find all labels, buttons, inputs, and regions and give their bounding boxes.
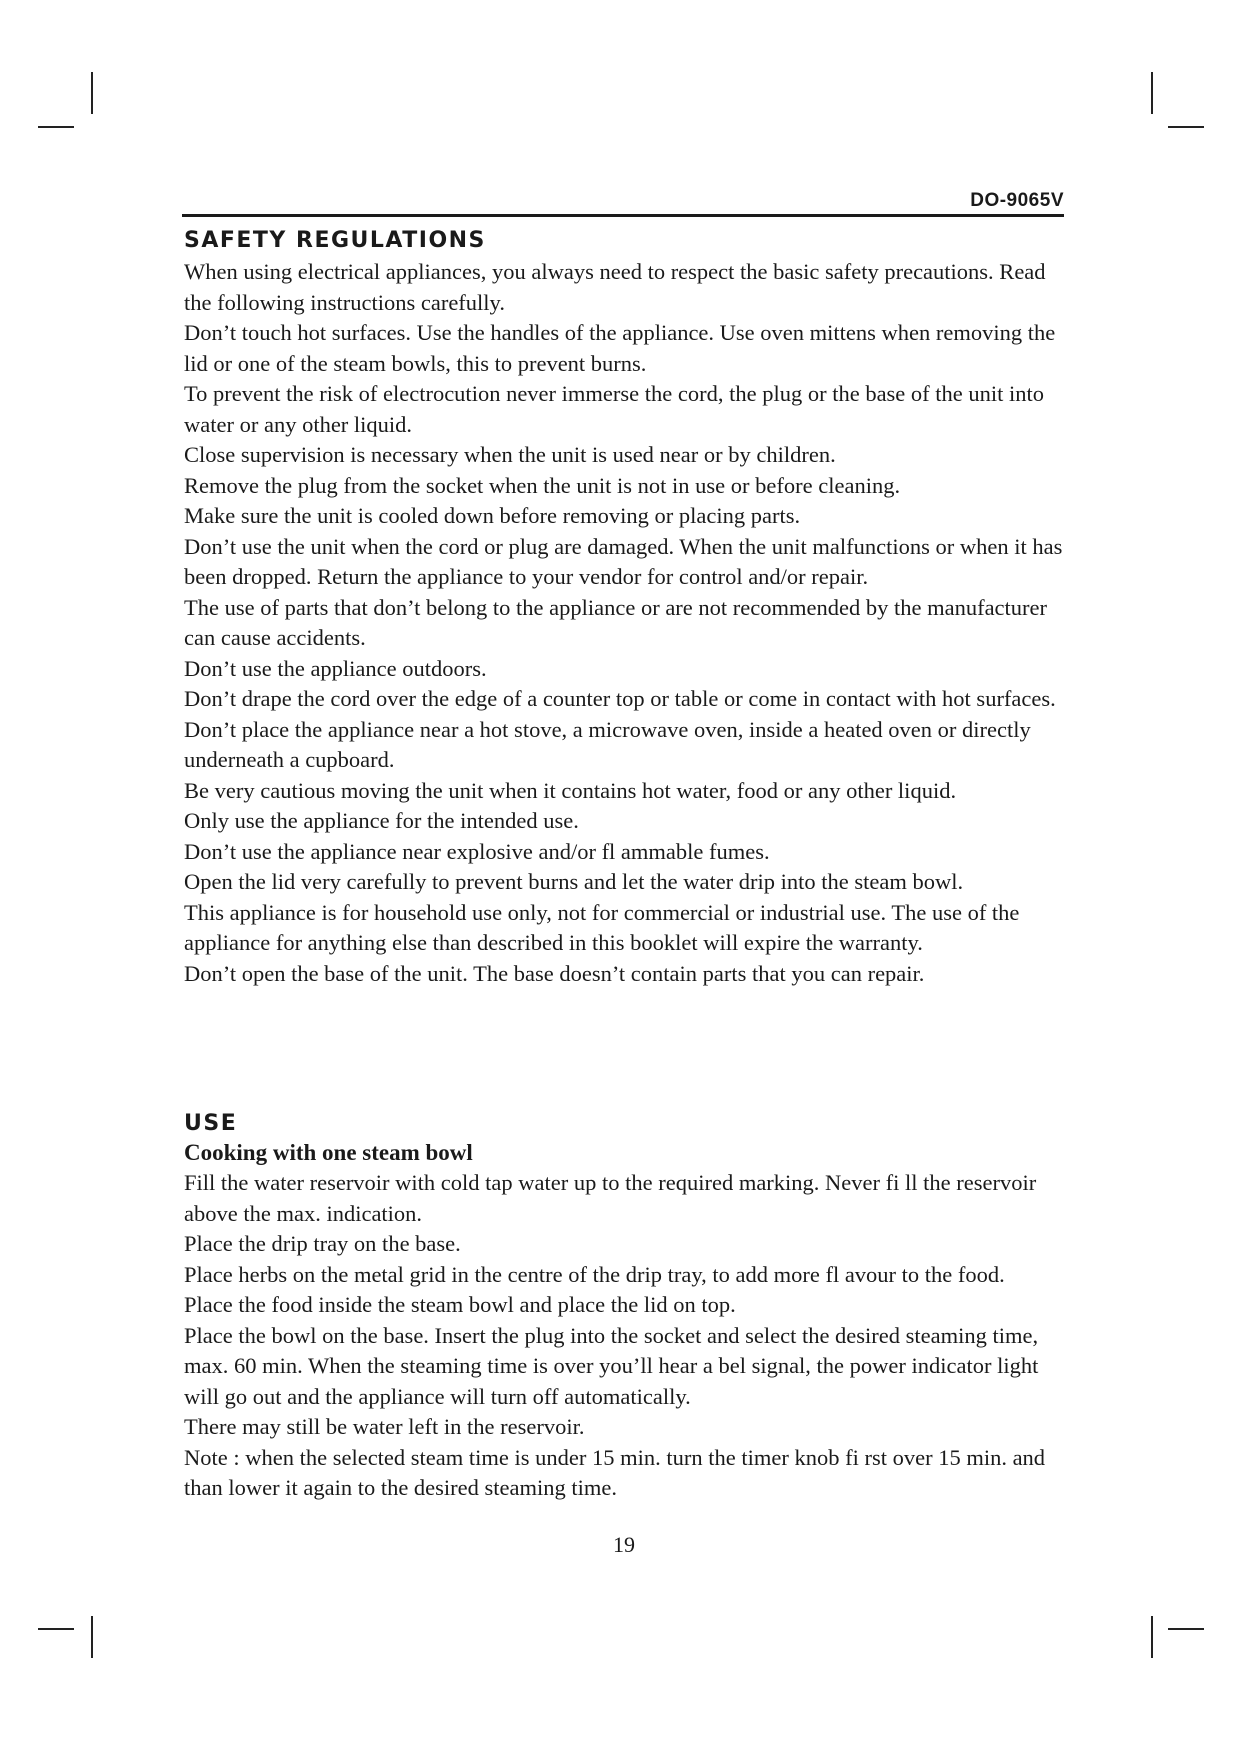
crop-mark-top-left-vertical — [91, 72, 93, 114]
safety-paragraph: To prevent the risk of electrocution never immerse the cord, the plug or the base of the unit into water or any other liquid. — [184, 381, 1045, 437]
safety-paragraph: Close supervision is necessary when the unit is used near or by children. — [184, 442, 836, 467]
crop-mark-top-left-horizontal — [38, 126, 74, 128]
use-body — [184, 1168, 1064, 1504]
safety-paragraph: Be very cautious moving the unit when it contains hot water, food or any other liquid. — [184, 777, 957, 803]
crop-mark-bottom-left-horizontal — [38, 1628, 74, 1630]
safety-paragraph: Don’t touch hot surfaces. Use the handles of the appliance. Use oven mittens when removing the lid or one of the steam bowls, this to prevent burns. — [184, 320, 1056, 376]
safety-paragraph: Only use the appliance for the intended use. — [184, 808, 579, 833]
safety-paragraph: Don’t use the appliance outdoors. — [184, 655, 487, 681]
use-subheading: Cooking with one steam bowl — [184, 1140, 473, 1165]
use-paragraph: Note : when the selected steam time is under 15 min. turn the timer knob fi rst over 15 min. and than lower it again to the desired steaming time. — [184, 1444, 1046, 1500]
use-heading: USE — [184, 1111, 238, 1136]
header-rule — [182, 214, 1064, 217]
use-paragraph: There may still be water left in the reservoir. — [184, 1414, 585, 1439]
use-paragraph: Place the food inside the steam bowl and place the lid on top. — [184, 1292, 736, 1317]
safety-paragraph: Open the lid very carefully to prevent burns and let the water drip into the steam bowl. — [184, 869, 964, 894]
use-paragraph: Place the bowl on the base. Insert the plug into the socket and select the desired steaming time, max. 60 min. When the steaming time is over you’ll hear a bel signal, the power indicator light will go out and the appliance will turn off automatically. — [184, 1322, 1039, 1409]
safety-paragraph: The use of parts that don’t belong to the appliance or are not recommended by the manufacturer can cause accidents. — [184, 594, 1048, 650]
safety-paragraph: When using electrical appliances, you always need to respect the basic safety precautions. Read the following instructions carefully. — [184, 259, 1046, 315]
crop-mark-top-right-vertical — [1151, 72, 1153, 114]
use-paragraph: Fill the water reservoir with cold tap water up to the required marking. Never fi ll the reservoir above the max. indication. — [184, 1170, 1037, 1226]
safety-regulations-body — [184, 257, 1064, 989]
crop-mark-bottom-right-vertical — [1151, 1616, 1153, 1658]
safety-paragraph: Don’t use the unit when the cord or plug are damaged. When the unit malfunctions or when it has been dropped. Return the appliance to your vendor for control and/or repair. — [184, 533, 1063, 589]
safety-paragraph: Make sure the unit is cooled down before removing or placing parts. — [184, 503, 801, 528]
crop-mark-bottom-right-horizontal — [1168, 1628, 1204, 1630]
crop-mark-top-right-horizontal — [1168, 126, 1204, 128]
use-paragraph: Place herbs on the metal grid in the centre of the drip tray, to add more fl avour to the food. — [184, 1261, 1005, 1287]
safety-regulations-heading: SAFETY REGULATIONS — [184, 228, 486, 253]
safety-paragraph: Don’t drape the cord over the edge of a counter top or table or come in contact with hot surfaces. — [184, 686, 1056, 711]
page-number: 19 — [613, 1532, 635, 1557]
safety-paragraph: This appliance is for household use only, not for commercial or industrial use. The use of the appliance for anything else than described in this booklet will expire the warranty. — [184, 899, 1020, 955]
safety-paragraph: Don’t use the appliance near explosive and/or fl ammable fumes. — [184, 838, 770, 864]
model-number: DO-9065V — [970, 190, 1064, 211]
safety-paragraph: Don’t place the appliance near a hot stove, a microwave oven, inside a heated oven or directly underneath a cupboard. — [184, 716, 1031, 772]
safety-paragraph: Don’t open the base of the unit. The base doesn’t contain parts that you can repair. — [184, 960, 925, 986]
use-paragraph: Place the drip tray on the base. — [184, 1231, 461, 1256]
crop-mark-bottom-left-vertical — [91, 1616, 93, 1658]
safety-paragraph: Remove the plug from the socket when the unit is not in use or before cleaning. — [184, 472, 901, 498]
